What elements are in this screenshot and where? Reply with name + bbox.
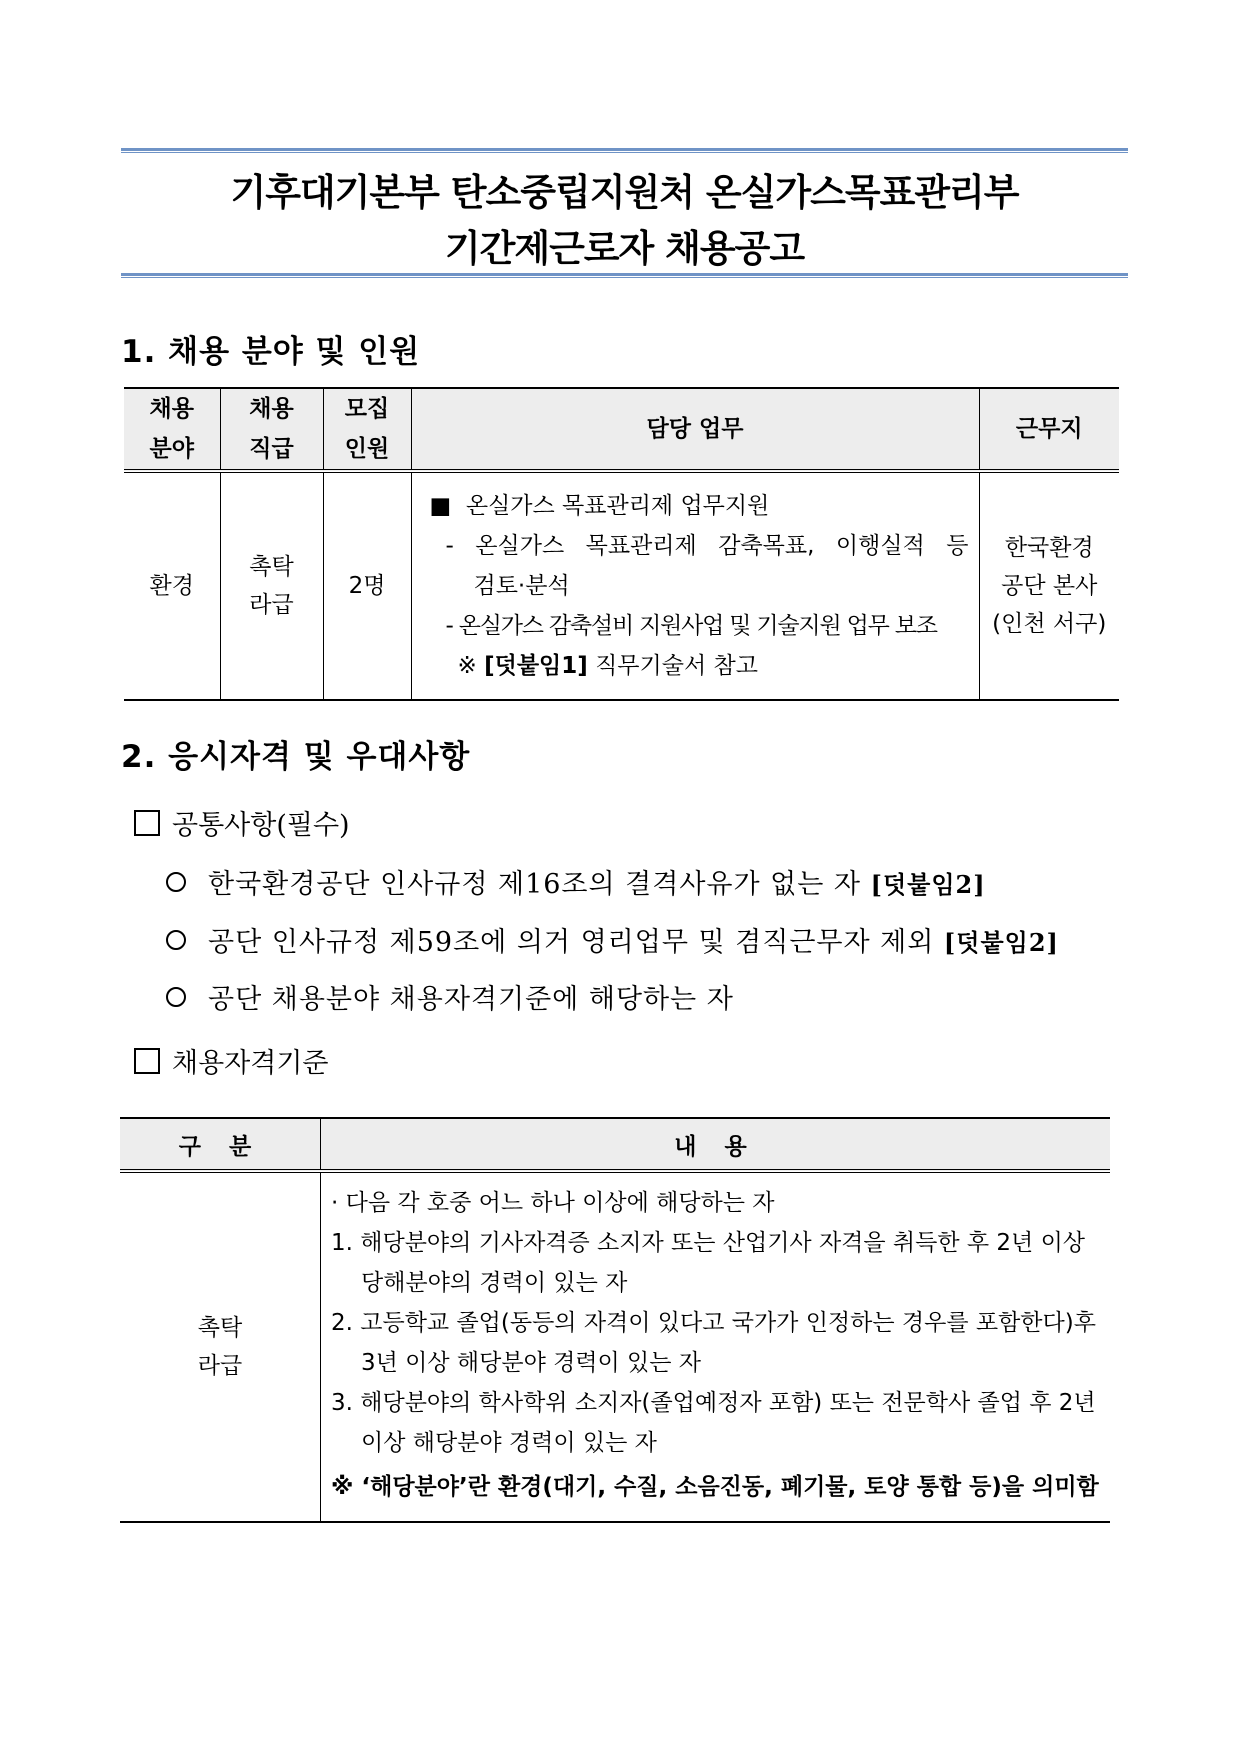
criteria-intro: · 다음 각 호중 어느 하나 이상에 해당하는 자 xyxy=(331,1190,775,1216)
cell-grade: 촉탁 라급 xyxy=(120,1171,321,1522)
section1-heading: 1. 채용 분야 및 인원 xyxy=(121,334,421,370)
cell-field: 환경 xyxy=(124,471,220,700)
duty-sub-1-cont: 검토·분석 xyxy=(473,573,570,599)
cell-content xyxy=(321,1171,1111,1522)
criteria-item-2: 2. 고등학교 졸업(동등의 자격이 있다고 국가가 인정하는 경우를 포함한다)후 3년 이상 해당분야 경력이 있는 자 xyxy=(331,1310,1096,1376)
list-item: 공단 인사규정 제59조에 의거 영리업무 및 겸직근무자 제외 [덧붙임2] xyxy=(166,920,1059,959)
title-line-2: 기간제근로자 채용공고 xyxy=(444,227,805,270)
list-item: 공단 채용분야 채용자격기준에 해당하는 자 xyxy=(166,977,734,1016)
table-row xyxy=(124,471,1119,700)
common-requirements-heading: 공통사항(필수) xyxy=(134,803,350,842)
criteria-heading: 채용자격기준 xyxy=(134,1041,329,1080)
checkbox-square-icon xyxy=(134,810,160,836)
recruitment-table xyxy=(124,387,1119,701)
square-bullet-icon: ■ xyxy=(429,493,452,519)
circle-bullet-icon xyxy=(166,987,186,1007)
header-grade: 채용 직급 xyxy=(220,388,323,471)
table-row xyxy=(120,1171,1110,1522)
title-block xyxy=(121,148,1128,276)
header-location: 근무지 xyxy=(979,388,1119,471)
duty-main: ■ 온실가스 목표관리제 업무지원 xyxy=(429,493,770,519)
title-line-1: 기후대기본부 탄소중립지원처 온실가스목표관리부 xyxy=(230,171,1019,214)
cell-duty xyxy=(411,471,979,700)
duty-sub-1: - 온실가스 목표관리제 감축목표, 이행실적 등 xyxy=(445,533,969,559)
criteria-item-3: 3. 해당분야의 학사학위 소지자(졸업예정자 포함) 또는 전문학사 졸업 후 2년 이상 해당분야 경력이 있는 자 xyxy=(331,1390,1096,1456)
criteria-item-1: 1. 해당분야의 기사자격증 소지자 또는 산업기사 자격을 취득한 후 2년 이상 당해분야의 경력이 있는 자 xyxy=(331,1230,1086,1296)
title-top-rule xyxy=(121,148,1128,151)
duty-sub-2: - 온실가스 감축설비 지원사업 및 기술지원 업무 보조 xyxy=(445,613,937,639)
cell-location: 한국환경 공단 본사 (인천 서구) xyxy=(979,471,1119,700)
section2-heading: 2. 응시자격 및 우대사항 xyxy=(121,739,471,775)
recruitment-table-header xyxy=(124,388,1119,471)
title-bottom-rule xyxy=(121,273,1128,276)
cell-count: 2명 xyxy=(323,471,411,700)
circle-bullet-icon xyxy=(166,930,186,950)
header-duty: 담당 업무 xyxy=(411,388,979,471)
criteria-note: ※ ‘해당분야’란 환경(대기, 수질, 소음진동, 폐기물, 토양 통합 등)을 의미함 xyxy=(331,1474,1099,1500)
checkbox-square-icon xyxy=(134,1048,160,1074)
header-field: 채용 분야 xyxy=(124,388,220,471)
list-item: 한국환경공단 인사규정 제16조의 결격사유가 없는 자 [덧붙임2] xyxy=(166,862,986,901)
cell-grade: 촉탁 라급 xyxy=(220,471,323,700)
criteria-table-header xyxy=(120,1118,1110,1171)
criteria-table xyxy=(120,1117,1110,1523)
header-count: 모집 인원 xyxy=(323,388,411,471)
duty-note: ※ [덧붙임1] 직무기술서 참고 xyxy=(457,653,758,679)
header-category: 구 분 xyxy=(120,1118,321,1171)
header-content: 내 용 xyxy=(321,1118,1111,1171)
circle-bullet-icon xyxy=(166,872,186,892)
